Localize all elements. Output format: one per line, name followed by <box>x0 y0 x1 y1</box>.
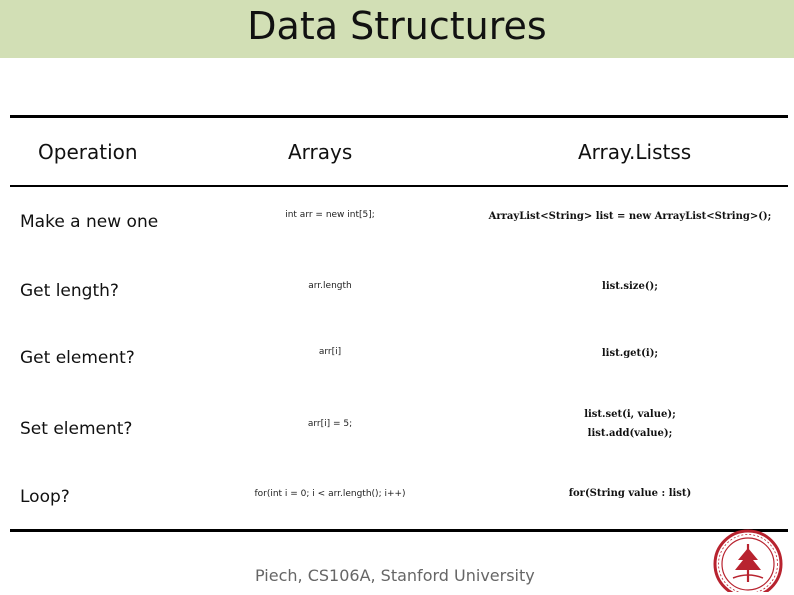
header-arraylists: Array.Listss <box>578 140 692 164</box>
header-operation: Operation <box>38 140 138 164</box>
arraylists-cell: ArrayList<String> list = new ArrayList<String>(); <box>488 211 772 222</box>
arrays-cell: for(int i = 0; i < arr.length(); i++) <box>254 489 406 499</box>
arrays-cell: arr.length <box>308 281 352 291</box>
table-row <box>0 274 794 324</box>
table-row <box>0 409 794 462</box>
arrays-cell: arr[i] <box>318 347 342 357</box>
arrays-cell: int arr = new int[5]; <box>285 210 375 220</box>
table-row <box>0 205 794 255</box>
operation-cell: Loop? <box>20 487 70 507</box>
arraylists-cell: for(String value : list) <box>568 488 692 499</box>
table-row <box>0 343 794 393</box>
table-header-rule <box>10 185 788 187</box>
arraylists-cell: list.set(i, value); <box>584 409 676 420</box>
stanford-seal-icon <box>705 526 791 592</box>
table-top-rule <box>10 115 788 118</box>
operation-cell: Make a new one <box>20 212 159 232</box>
header-arrays: Arrays <box>288 140 353 164</box>
operation-cell: Set element? <box>20 419 133 439</box>
operation-cell: Get length? <box>20 281 119 301</box>
arrays-cell: arr[i] = 5; <box>307 419 353 429</box>
table-row <box>0 481 794 531</box>
operation-cell: Get element? <box>20 348 135 368</box>
arraylists-cell: list.size(); <box>602 281 658 292</box>
slide-title: Data Structures <box>247 4 547 48</box>
arraylists-cell: list.add(value); <box>587 428 673 439</box>
table-bottom-rule <box>10 529 788 532</box>
slide-footer: Piech, CS106A, Stanford University <box>255 566 535 585</box>
arraylists-cell: list.get(i); <box>601 348 659 359</box>
